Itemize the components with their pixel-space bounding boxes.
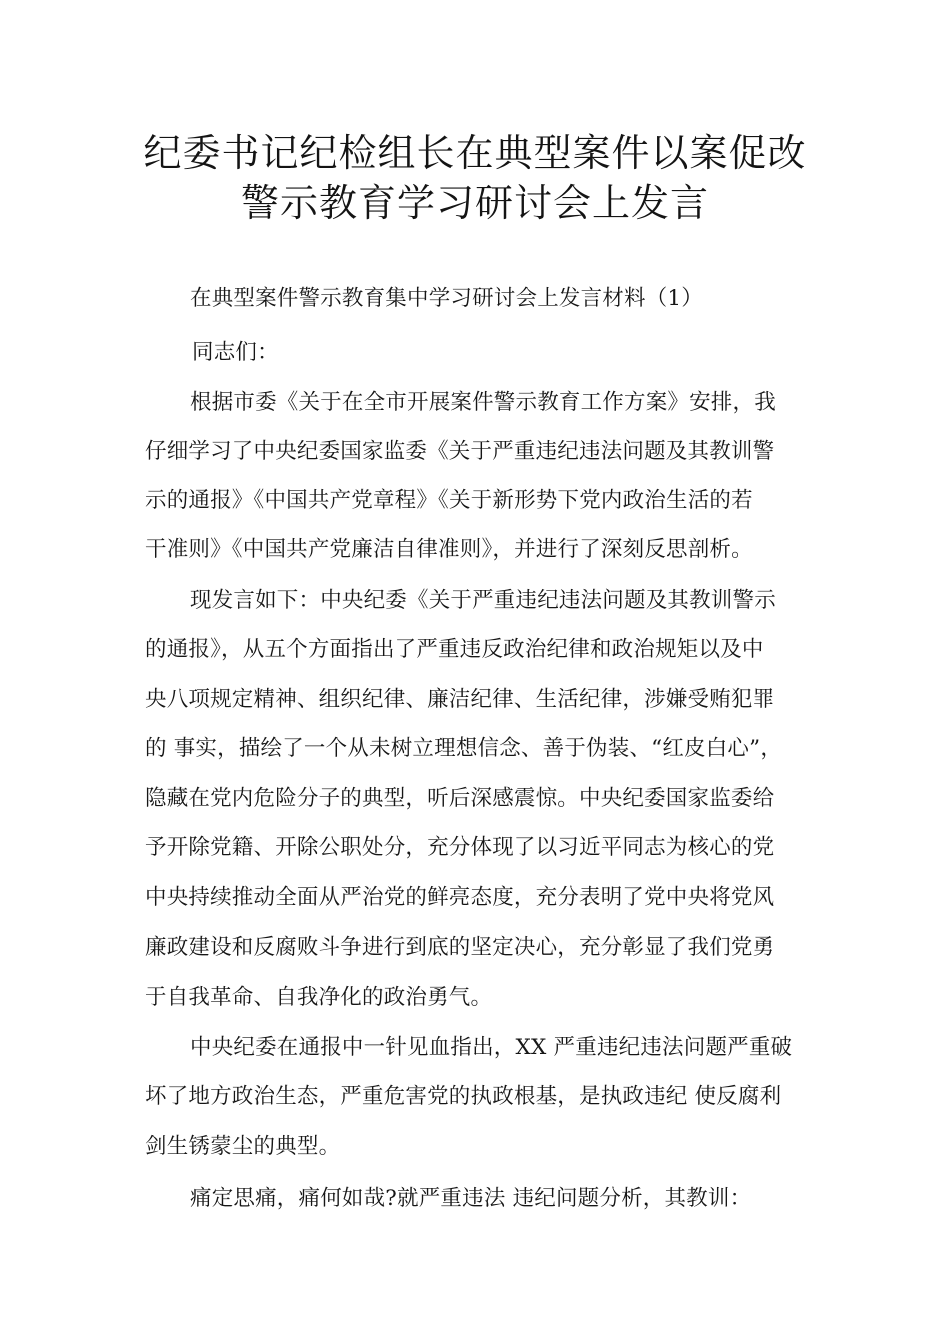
paragraph-line: 仔细学习了中央纪委国家监委《关于严重违纪违法问题及其教训警 [145,439,775,464]
paragraph-line: 根据市委《关于在全市开展案件警示教育工作方案》安排，我 [190,390,776,415]
paragraph-line: 隐藏在党内危险分子的典型，听后深感震惊。中央纪委国家监委给 [145,786,775,811]
paragraph-line: 剑生锈蒙尘的典型。 [145,1134,341,1159]
paragraph-line: 干准则》《中国共产党廉洁自律准则》，并进行了深刻反思剖析。 [145,537,753,562]
document-title-line-2: 警示教育学习研讨会上发言 [240,181,709,225]
paragraph-line: 的 事实，描绘了一个从未树立理想信念、善于伪装、“红皮白心”， [145,736,783,761]
paragraph-line: 坏了地方政治生态，严重危害党的执政根基，是执政违纪 使反腐利 [145,1084,782,1109]
subtitle-line: 在典型案件警示教育集中学习研讨会上发言材料（1） [190,286,703,311]
paragraph-line: 中央持续推动全面从严治党的鲜亮态度，充分表明了党中央将党风 [145,885,775,910]
paragraph-line: 的通报》，从五个方面指出了严重违反政治纪律和政治规矩以及中 [145,637,764,662]
paragraph-line: 于自我革命、自我净化的政治勇气。 [145,985,493,1010]
paragraph-line: 予开除党籍、开除公职处分，充分体现了以习近平同志为核心的党 [145,835,775,860]
paragraph-line: 中央纪委在通报中一针见血指出，XX 严重违纪违法问题严重破 [190,1035,793,1060]
paragraph-line: 廉政建设和反腐败斗争进行到底的坚定决心，充分彰显了我们党勇 [145,935,775,960]
paragraph-line: 示的通报》《中国共产党章程》《关于新形势下党内政治生活的若 [145,488,753,513]
document-title-line-1: 纪委书记纪检组长在典型案件以案促改 [143,131,807,175]
paragraph-line: 央八项规定精神、组织纪律、廉洁纪律、生活纪律，涉嫌受贿犯罪 [145,687,775,712]
salutation-line: 同志们： [192,340,279,365]
paragraph-line: 现发言如下：中央纪委《关于严重违纪违法问题及其教训警示 [190,588,776,613]
paragraph-line: 痛定思痛，痛何如哉?就严重违法 违纪问题分析，其教训： [190,1186,752,1211]
